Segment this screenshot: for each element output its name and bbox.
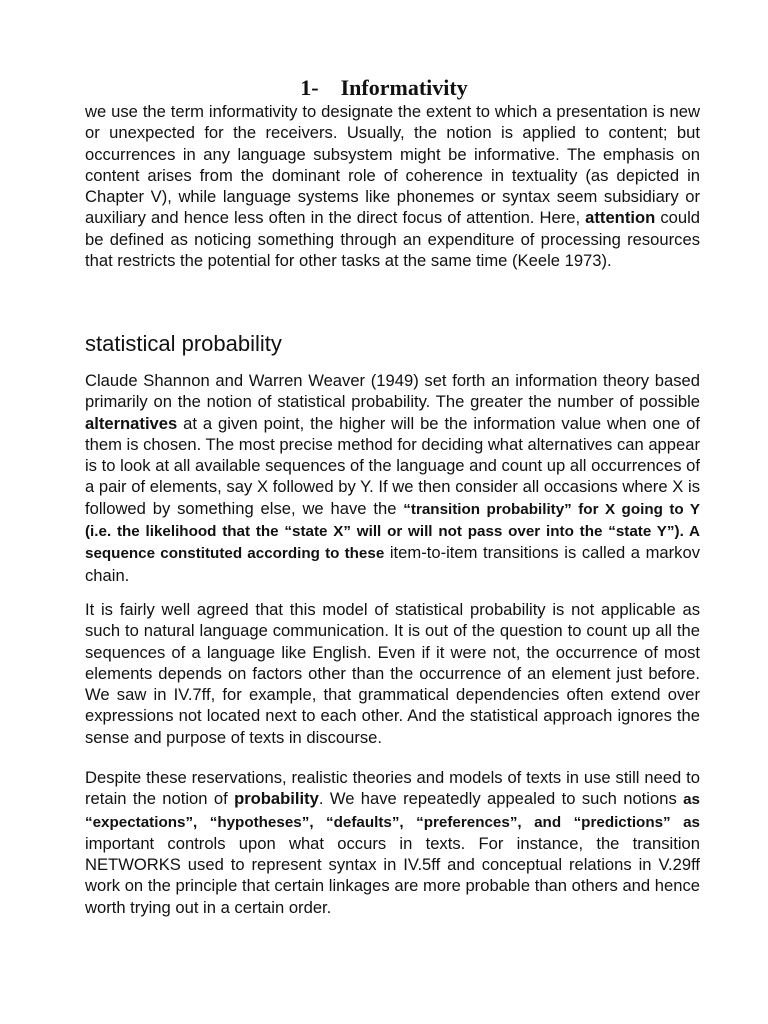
text-run: important controls upon what occurs in texts. For instance, the transition NETWORKS used to represent syntax in IV.5ff and conceptual relations in V.29ff work on the principle that certain linkages are more probable than others and hence worth trying out in a certain order.: [85, 833, 700, 917]
subheading-statistical-probability: statistical probability: [85, 331, 282, 356]
text-run: could be defined as noticing something through an expenditure of processing resources that restricts the potential for other tasks at the same time (Keele 1973).: [85, 208, 700, 271]
bold-term-alternatives: alternatives: [85, 413, 178, 433]
paragraph-reservations: [85, 767, 700, 918]
bold-term-probability: probability: [234, 789, 319, 809]
paragraph-shannon-weaver: [85, 370, 700, 586]
text-run: Despite these reservations, realistic theories and models of texts in use still need to retain the notion of: [85, 768, 700, 809]
bold-expectations-list: as “expectations”, “hypotheses”, “defaults”, “preferences”, and “predictions” as: [85, 791, 700, 831]
paragraph-model-applicability: It is fairly well agreed that this model of statistical probability is not applicable as such to natural language communication. It is out of the question to count up all the sequences of a language like English. Even if it were not, the occurrence of most elements depends on factors other than the occurrence of an element just before. We saw in IV.7ff, for example, that grammatical dependencies often extend over expressions not located next to each other. And the statistical approach ignores the sense and purpose of texts in discourse.: [85, 600, 700, 747]
section-title: Informativity: [340, 74, 468, 100]
bold-term-attention: attention: [585, 208, 656, 228]
paragraph-informativity: [85, 101, 700, 271]
bold-transition-probability: “transition probability” for X going to Y (i.e. the likelihood that the “state X” will or will not pass over into the “state Y”). A sequence constituted according to these: [85, 500, 700, 563]
text-run: . We have repeatedly appealed to such notions: [318, 789, 684, 809]
text-run: item-to-item transitions is called a markov chain.: [85, 543, 700, 585]
text-run: Claude Shannon and Warren Weaver (1949) set forth an information theory based primarily on the notion of statistical probability. The greater the number of possible: [85, 371, 700, 412]
text-run: at a given point, the higher will be the information value when one of them is chosen. The most precise method for deciding what alternatives can appear is to look at all available sequences of the language and count up all occurrences of a pair of elements, say X followed by Y. If we then consider all occasions where X is followed by something else, we have the: [85, 413, 700, 518]
text-run: we use the term informativity to designate the extent to which a presentation is new or unexpected for the receivers. Usually, the notion is applied to content; but occurrences in any language subsystem might be informative. The emphasis on content arises from the dominant role of coherence in textuality (as depicted in Chapter V), while language systems like phonemes or syntax seem subsidiary or auxiliary and hence less often in the direct focus of attention. Here,: [85, 102, 700, 228]
section-heading: [0, 75, 768, 101]
section-number: 1-: [300, 74, 319, 100]
